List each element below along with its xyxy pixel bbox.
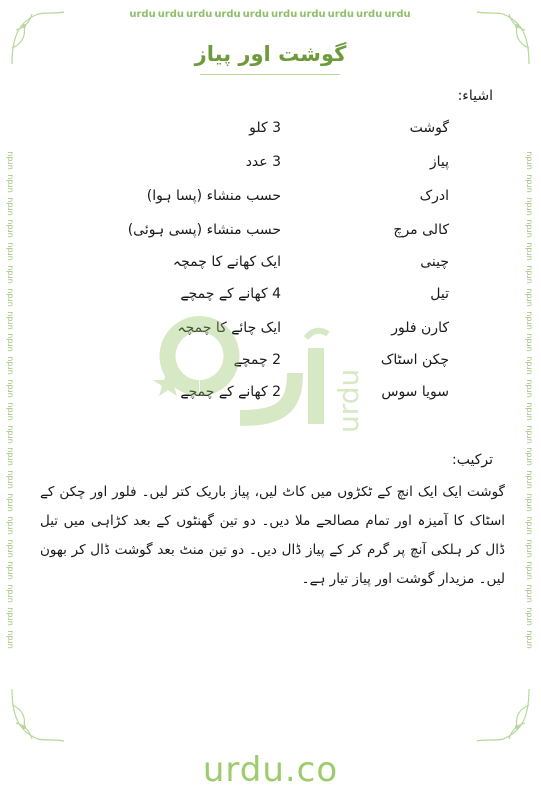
ingredient-name: گوشت bbox=[409, 120, 449, 136]
svg-text:urdu: urdu bbox=[332, 368, 365, 433]
method-paragraph: گوشت ایک ایک انچ کے ٹکڑوں میں کاٹ لیں، پیاز باریک کتر لیں۔ فلور اور چکن کے اسٹاک کا آمیزہ اور تمام مصالحے ملا دیں۔ دو تین گھنٹوں کے بعد کڑاہی میں تیل ڈال کر ہلکی آنچ پر گرم کر کے پیاز ڈال دیں۔ دو تین منٹ بعد گوشت ڈال کر بھون لیں۔ مزیدار گوشت اور پیاز تیار ہے۔ bbox=[40, 484, 505, 587]
ornament-text: urdu bbox=[5, 242, 14, 261]
ornament-text: urdu bbox=[5, 196, 14, 216]
ingredient-name: چینی bbox=[420, 254, 449, 270]
ingredient-quantity: ایک کھانے کا چمچہ bbox=[172, 254, 281, 270]
ingredient-name: کارن فلور bbox=[391, 320, 449, 336]
ornament-text: urdu bbox=[157, 8, 185, 20]
ingredient-quantity: حسب منشاء (پسی ہوئی) bbox=[127, 222, 281, 238]
ornament-text: urdu bbox=[5, 265, 14, 284]
ingredient-row bbox=[0, 352, 541, 376]
ornament-text: urdu bbox=[242, 8, 269, 20]
ingredient-row bbox=[0, 120, 541, 144]
ornament-text: urdu bbox=[5, 538, 14, 558]
ornament-text: urdu bbox=[5, 310, 14, 330]
ingredient-quantity: حسب منشاء (پسا ہوا) bbox=[146, 188, 281, 204]
ingredient-row bbox=[0, 219, 541, 246]
ornament-text: urdu bbox=[271, 8, 298, 20]
ornament-text: urdu bbox=[5, 379, 14, 398]
ingredient-quantity: 3 کلو bbox=[249, 120, 281, 136]
ornament-text: urdu bbox=[5, 447, 14, 467]
ornament-text: urdu bbox=[524, 402, 533, 421]
ornament-text: urdu bbox=[384, 8, 411, 20]
ornament-text: urdu bbox=[524, 470, 533, 489]
ingredient-name: سویا سوس bbox=[381, 384, 449, 400]
ornament-text: urdu bbox=[524, 584, 533, 603]
ingredient-name: چکن اسٹاک bbox=[380, 352, 449, 368]
ingredient-name: پیاز bbox=[429, 154, 449, 170]
recipe-title: گوشت اور پیاز bbox=[194, 42, 347, 66]
ornament-text: urdu bbox=[5, 356, 14, 375]
ingredient-row bbox=[0, 384, 541, 408]
footer-logo: urdu.co bbox=[202, 750, 339, 790]
ornament-text: urdu bbox=[524, 242, 533, 261]
ornament-text: urdu bbox=[524, 356, 533, 375]
top-ornament-band bbox=[129, 7, 411, 21]
ornament-text: urdu bbox=[5, 470, 14, 489]
ornament-text: urdu bbox=[5, 561, 14, 581]
ornament-text: urdu bbox=[524, 288, 533, 307]
ingredient-row bbox=[0, 320, 541, 344]
ornament-text: urdu bbox=[5, 607, 14, 626]
ornament-text: urdu bbox=[524, 310, 533, 330]
ornament-text: urdu bbox=[524, 607, 533, 626]
ornament-text: urdu bbox=[524, 493, 533, 512]
ingredient-quantity: 3 عدد bbox=[245, 154, 281, 170]
ornament-text: urdu bbox=[524, 265, 533, 284]
ornament-text: urdu bbox=[186, 8, 213, 20]
ingredient-name: تیل bbox=[430, 286, 449, 302]
ornament-text: urdu bbox=[5, 402, 14, 421]
ingredient-quantity: 2 چمچے bbox=[233, 352, 281, 368]
ingredients-heading: اشیاء: bbox=[457, 88, 493, 104]
ornament-text: urdu bbox=[524, 424, 533, 444]
ornament-text: urdu bbox=[5, 493, 14, 512]
ornament-text: urdu bbox=[524, 333, 533, 353]
ingredient-row bbox=[0, 254, 541, 278]
ornament-text: urdu bbox=[524, 630, 533, 649]
ornament-text: urdu bbox=[327, 8, 354, 20]
ornament-text: urdu bbox=[524, 561, 533, 581]
ingredient-quantity: 2 کھانے کے چمچے bbox=[180, 384, 281, 400]
ornament-text: urdu bbox=[214, 8, 241, 20]
ingredient-quantity: 4 کھانے کے چمچے bbox=[180, 286, 281, 302]
ornament-text: urdu bbox=[129, 8, 156, 20]
ingredient-row bbox=[0, 188, 541, 212]
ornament-text: urdu bbox=[5, 424, 14, 444]
ornament-text: urdu bbox=[524, 379, 533, 398]
ornament-text: urdu bbox=[524, 447, 533, 467]
ornament-text: urdu bbox=[524, 516, 533, 535]
ornament-text: urdu bbox=[5, 584, 14, 603]
ornament-text: urdu bbox=[524, 219, 533, 239]
ornament-text: urdu bbox=[5, 288, 14, 307]
ingredient-name: کالی مرچ bbox=[393, 222, 449, 238]
ornament-text: urdu bbox=[5, 219, 14, 239]
ingredient-row bbox=[0, 286, 541, 310]
method-heading: ترکیب: bbox=[452, 452, 493, 468]
ornament-text: urdu bbox=[524, 174, 533, 193]
title-underline bbox=[200, 74, 340, 75]
ornament-text: urdu bbox=[524, 538, 533, 558]
ingredient-row bbox=[0, 154, 541, 178]
ingredient-quantity: ایک چائے کا چمچہ bbox=[177, 320, 281, 336]
ornament-text: urdu bbox=[355, 8, 383, 20]
ornament-text: urdu bbox=[5, 151, 14, 170]
ornament-text: urdu bbox=[524, 196, 533, 216]
ornament-text: urdu bbox=[299, 8, 326, 20]
corner-flourish-icon bbox=[473, 685, 533, 745]
ornament-text: urdu bbox=[5, 516, 14, 535]
ornament-text: urdu bbox=[5, 333, 14, 353]
ornament-text: urdu bbox=[524, 151, 533, 170]
ornament-text: urdu bbox=[5, 630, 14, 649]
ornament-text: urdu bbox=[5, 174, 14, 193]
corner-flourish-icon bbox=[8, 685, 68, 745]
ingredient-name: ادرک bbox=[419, 188, 449, 204]
